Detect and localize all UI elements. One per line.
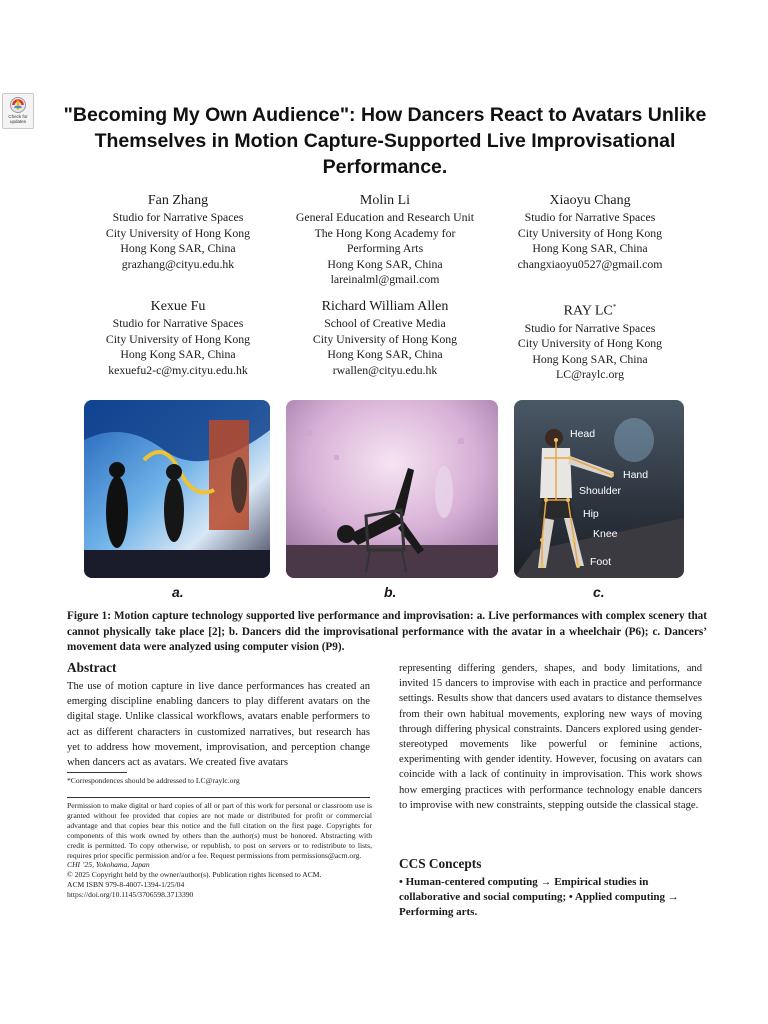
author-affiliation: Hong Kong SAR, China [532,241,648,256]
author-block [73,192,283,272]
author-affiliation: Studio for Narrative Spaces [524,210,656,224]
body-label-hip: Hip [583,508,599,520]
author-block [280,192,490,288]
body-label-foot: Foot [590,556,612,568]
author-name [485,298,695,321]
author-affiliation: Studio for Narrative Spaces [112,316,244,330]
author-name: Kexue Fu [150,299,206,314]
copyright-line: © 2025 Copyright held by the owner/author(s). Publication rights licensed to ACM. [67,870,322,880]
author-affiliation: Hong Kong SAR, China [327,256,443,271]
author-block [280,298,490,378]
author-email[interactable]: kexuefu2-c@my.cityu.edu.hk [108,362,248,377]
author-block [485,192,695,272]
author-affiliation: City University of Hong Kong [105,225,251,240]
author-affiliation: City University of Hong Kong [517,336,663,351]
abstract-text-right: representing differing genders, shapes, and body limitations, and invited 15 dancers to improvise with each in practice and performance settings. Results show that dancers used avatars to distance themselves from their own habitual movements, exploring new ways of moving through differing physical constraints. Dancers explored using gender-stereotyped movements like powerful or feminine actions, experimenting with gender identity. However, focusing on avatars can coincide with a lack of continuity in improvisation. This work shows how emerging practices with performance technology enable dancers to improvise with new constraints, stepping outside the classical stage. [399,663,702,811]
ccs-heading: CCS Concepts [399,856,482,871]
author-email[interactable]: grazhang@cityu.edu.hk [121,256,235,271]
panel-label-a: a. [172,584,184,600]
author-email[interactable]: changxiaoyu0527@gmail.com [517,256,663,271]
author-affiliation: Hong Kong SAR, China [532,351,648,366]
figure-panel-b-photo [286,400,498,578]
author-block [485,298,695,383]
author-affiliation: Studio for Narrative Spaces [524,320,656,335]
permission-block [67,801,372,900]
figure-caption: Figure 1: Motion capture technology supported live performance and improvisation: a. Live performances with complex scenery that cannot physically take place [2]; b. Dancers did the improvisational performance with the avatar in a wheelchair (P6); c. Dancers’ movement data were analyzed using computer vision (P9). [67,610,707,653]
author-email[interactable]: lareinalml@gmail.com [330,272,440,287]
author-block [73,298,283,378]
panel-label-b: b. [384,584,397,600]
ccs-concepts: • Human-centered computing → Empirical studies in collaborative and social computing; • Applied computing → Performing arts. [399,876,679,918]
correspondence-footnote: *Correspondences should be addressed to LC@raylc.org [67,776,240,785]
author-name-text: RAY LC [563,303,613,319]
author-affiliation: City University of Hong Kong [312,331,458,346]
author-name: Richard William Allen [321,299,449,314]
permission-divider [67,797,370,798]
permission-statement: Permission to make digital or hard copies of all or part of this work for personal or classroom use is granted without fee provided that copies are not made or distributed for profit or commercial advantage and that copies bear this notice and the full citation on the first page. Copyrights for components of this work owned by others than the author(s) must be honored. Abstracting with credit is permitted. To copy otherwise, or republish, to post on servers or to redistribute to lists, requires prior specific permission and/or a fee. Request permissions from permissions@acm.org. [67,801,372,860]
isbn-line: ACM ISBN 979-8-4007-1394-1/25/04 [67,880,185,890]
body-label-knee: Knee [593,528,618,540]
author-name: Fan Zhang [147,193,209,208]
author-affiliation: Hong Kong SAR, China [327,347,443,362]
conference-venue: CHI ’25, Yokohama, Japan [67,860,150,870]
author-affiliation: City University of Hong Kong [105,331,251,346]
author-affiliation: The Hong Kong Academy for [314,225,456,240]
author-affiliation: Studio for Narrative Spaces [112,210,244,224]
author-name: Xiaoyu Chang [549,193,631,208]
footnote-divider [67,772,127,773]
author-affiliation: City University of Hong Kong [517,225,663,240]
doi-link[interactable]: https://doi.org/10.1145/3706598.3713390 [67,890,194,900]
author-name: Molin Li [359,193,411,208]
figure-panel-c-photo [514,400,684,578]
author-affiliation: General Education and Research Unit [295,210,475,224]
author-email[interactable]: LC@raylc.org [556,367,624,382]
abstract-heading: Abstract [67,660,117,675]
figure-panel-a-photo [84,400,270,578]
body-label-hand: Hand [623,469,649,481]
author-affiliation: Hong Kong SAR, China [120,347,236,362]
corresponding-mark: * [612,303,617,311]
panel-label-c: c. [593,584,605,600]
body-label-head: Head [570,428,596,440]
check-for-updates-badge[interactable] [2,93,34,129]
author-affiliation: School of Creative Media [324,316,446,330]
crossmark-icon [9,96,27,114]
author-affiliation: Hong Kong SAR, China [120,241,236,256]
paper-title: "Becoming My Own Audience": How Dancers React to Avatars Unlike Themselves in Motion Capture-Supported Live Improvisational Performance. [63,104,707,178]
badge-label: Check for updates [8,114,28,124]
abstract-text-left: The use of motion capture in live dance performances has created an emerging discipline enabling dancers to play different avatars on the digital stage. Unlike classical workflows, avatars enable performers to act as different characters in customized narratives, but research has yet to address how movement, improvisation, and perception change when dancers act as avatars. We created five avatars [67,681,370,769]
author-affiliation: Performing Arts [346,241,424,256]
body-label-shoulder: Shoulder [579,485,622,497]
author-email[interactable]: rwallen@cityu.edu.hk [332,362,438,377]
